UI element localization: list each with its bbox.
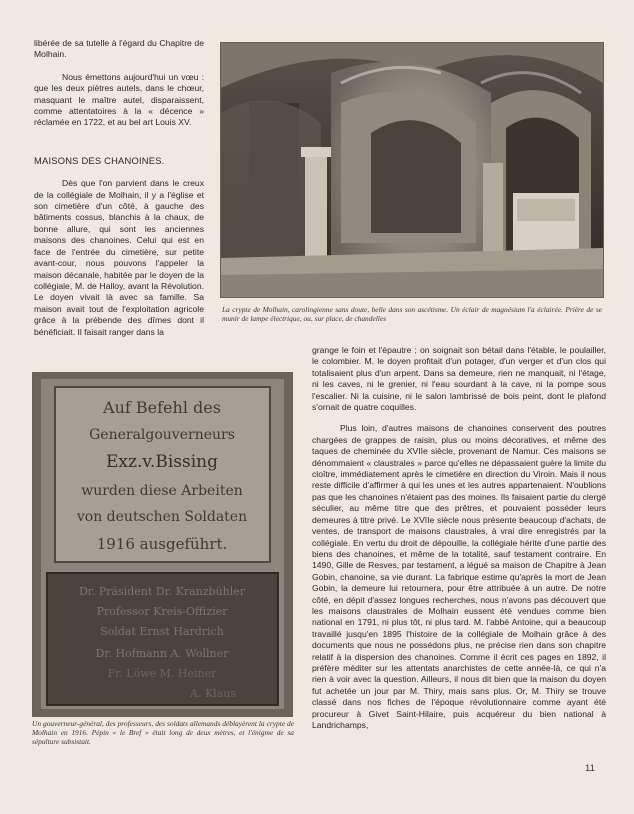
plaque-upper-line-5: von deutschen Soldaten — [76, 509, 248, 525]
crypt-photo-graphic — [221, 43, 603, 297]
page-number: 11 — [585, 763, 595, 774]
plaque-upper-line-1: Auf Befehl des — [103, 398, 221, 417]
paragraph-plus-loin: Plus loin, d'autres maisons de chanoines conservent des poutres chargées de grappes de raisin, plus ou moins décoratives, et même des taques de cheminée du XVIIe siècle, provenant de Namur. Ces maisons se dénommaient « claustrales » parce qu'elles ne dépassaient guère la limite du cloître, immédiatement après le cimetière en direction du Viroin. Mais il nous reste difficile d'affirmer à qui les unes et les autres appartenaient. N'oublions pas que les chanoines n'étaient pas des moines. Ils faisaient partie du clergé séculier, au même titre que des prêtres, et pouvaient posséder leurs demeures à titre privé. Le XVIIe siècle nous présente beaucoup d'achats, de ventes, de transport de maisons claustrales, à vrai dire enregistrés par la collégiale. En vertu du droit de dépouille, la collégiale hérite d'une partie des biens des chanoines, et même de la totalité, sauf testament contraire. En 1490, Gille de Resves, par testament, a légué sa maison de Chapitre à Jean Gobin, chanoine, sa vie durant. La fabrique estime qu'après la mort de Jean Gobin, la demeure lui retournera, pour être attribuée à un autre. De notre côté, en dépit d'assez longues recherches, nous n'avons pas découvert que les maisons claustrales de Molhain eussent été vendues comme bien national en 1791, ni plus tôt, ni plus tard. M. l'abbé Antoine, qui a beaucoup travaillé jusqu'en 1895 l'histoire de la collégiale de Molhain grâce à des documents que nous ne possédons plus, ne précise rien dans son chapitre relatif à la dispersion des chanoines. Comme il écrit ces pages en 1892, il préfère méditer sur les attentats anarchistes de cette année-là, ce qui n'a rien à voir avec la question. Ailleurs, il nous dit bien que la maison du doyen fut achetée un jour par M. Thiry, mais sans plus. Or, M. Thiry se trouve classé dans nos fiches de l'époque révolutionnaire comme ayant été procureur à Givet Saint-Hilaire, puis acquéreur du bien national à Landrichamps, — [312, 423, 606, 730]
section-title: MAISONS DES CHANOINES. — [34, 154, 165, 166]
plaque-lower-line-3: Soldat Ernst Hardrich — [100, 625, 224, 638]
paragraph-continued: grange le foin et l'épautre ; on soignait son bétail dans l'étable, le poulailler, le colombier. M. le doyen profitait d'un potager, d'un verger et d'un clos qui totalisaient plus d'un arpent. Dans sa demeure, rien ne manquait, ni l'étage, ni les caves, ni le grenier, ni l'eau sourdant à la cave, ni la pompe sous l'escalier. Ni la cuisine, ni le salon lambrissé de bois peint, dont le plafond s'ornait de quatre coquilles. — [312, 345, 606, 413]
plaque-upper-line-4: wurden diese Arbeiten — [81, 483, 243, 499]
plaque-lower-line-4: Dr. Hofmann A. Wollner — [95, 647, 229, 660]
plaque-lower-line-2: Professor Kreis-Offizier — [96, 605, 228, 618]
plaque-photo-graphic — [33, 373, 292, 716]
paragraph-intro: libérée de sa tutelle à l'égard du Chapitre de Molhain. — [34, 38, 204, 60]
plaque-photo — [32, 372, 293, 717]
plaque-upper-line-6: 1916 ausgeführt. — [96, 535, 228, 553]
plaque-lower-line-5: Fr. Löwe M. Heiner — [107, 667, 217, 680]
plaque-caption: Un gouverneur-général, des professeurs, des soldats allemands déblayèrent la crypte de Molhain en 1916. Pépin « le Bref » était long de deux mètres, et l'énigme de sa sépulture subsistait. — [32, 719, 294, 746]
plaque-upper-line-2: Generalgouverneurs — [89, 427, 235, 443]
left-text-column — [34, 38, 204, 338]
plaque-upper-line-3: Exz.v.Bissing — [106, 452, 218, 472]
plaque-lower-line-1: Dr. Präsident Dr. Kranzbühler — [78, 585, 246, 598]
plaque-lower-line-6: A. Klaus — [190, 687, 236, 700]
paragraph-maisons: Dès que l'on parvient dans le creux de la collégiale de Molhain, il y a l'église et son cimetière d'un côté, à gauche des bâtiments cossus, blanchis à la chaux, de bonne allure, qui sont les anciennes maisons des chanoines. Celui qui est en face de l'entrée du cimetière, sur petite avant-cour, nous pouvons l'appeler la maison décanale, habitée par le doyen de la collégiale, M. de Halloy, avant la Révolution. Le doyen vivait là avec sa famille. Sa maison avait tout de l'exploitation agricole grâce à la prébende des dîmes dont il bénéficiait. Il faisait ranger dans la — [34, 178, 204, 337]
crypt-photo — [220, 42, 604, 298]
crypt-caption: La crypte de Molhain, carolingienne sans doute, belle dans son ascétisme. Un éclair de magnésium l'a éclairée. Prière de se munir de lampe électrique, ou, sur place, de chandelles — [222, 305, 602, 323]
paragraph-wish: Nous émettons aujourd'hui un vœu : que les deux piètres autels, dans le chœur, masquant le maître autel, disparaissent, comme attentatoires à la « décence » réclamée en 1722, et au bel art Louis XV. — [34, 71, 204, 128]
right-text-column — [312, 345, 606, 731]
